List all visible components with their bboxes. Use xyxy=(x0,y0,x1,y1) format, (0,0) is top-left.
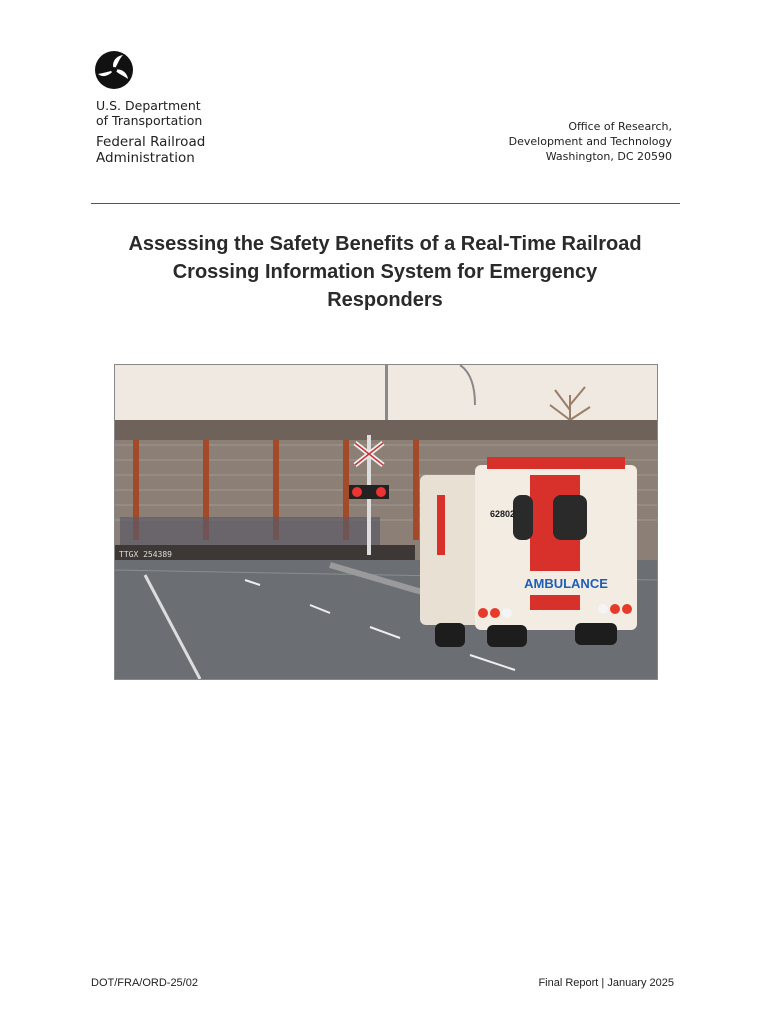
dot-triskelion-icon xyxy=(94,50,134,90)
office-line-1: Office of Research, xyxy=(568,120,672,133)
office-line-2: Development and Technology xyxy=(508,135,672,148)
admin-line-2: Administration xyxy=(96,150,195,166)
agency-line-1: U.S. Department xyxy=(96,98,201,113)
agency-line-2: of Transportation xyxy=(96,113,203,128)
agency-block xyxy=(96,98,205,166)
ambulance-unit-number: 62802 xyxy=(490,509,516,519)
administration-name xyxy=(96,134,205,166)
admin-line-1: Federal Railroad xyxy=(96,134,206,150)
report-title xyxy=(60,230,710,314)
cover-photo xyxy=(114,364,658,680)
railcar-mark: TTGX 254389 xyxy=(119,550,172,559)
dot-logo xyxy=(94,50,134,90)
title-line-1: Assessing the Safety Benefits of a Real-Time Railroad xyxy=(128,233,642,255)
report-number: DOT/FRA/ORD-25/02 xyxy=(91,977,198,989)
header-divider xyxy=(91,203,680,204)
title-line-2: Crossing Information System for Emergency xyxy=(172,261,598,283)
office-line-3: Washington, DC 20590 xyxy=(545,150,672,163)
ambulance-at-railroad-crossing-illustration xyxy=(115,365,657,679)
ambulance-label: AMBULANCE xyxy=(524,576,608,591)
report-type-date: Final Report | January 2025 xyxy=(538,977,674,989)
title-line-3: Responders xyxy=(327,289,443,311)
office-block xyxy=(509,119,672,164)
